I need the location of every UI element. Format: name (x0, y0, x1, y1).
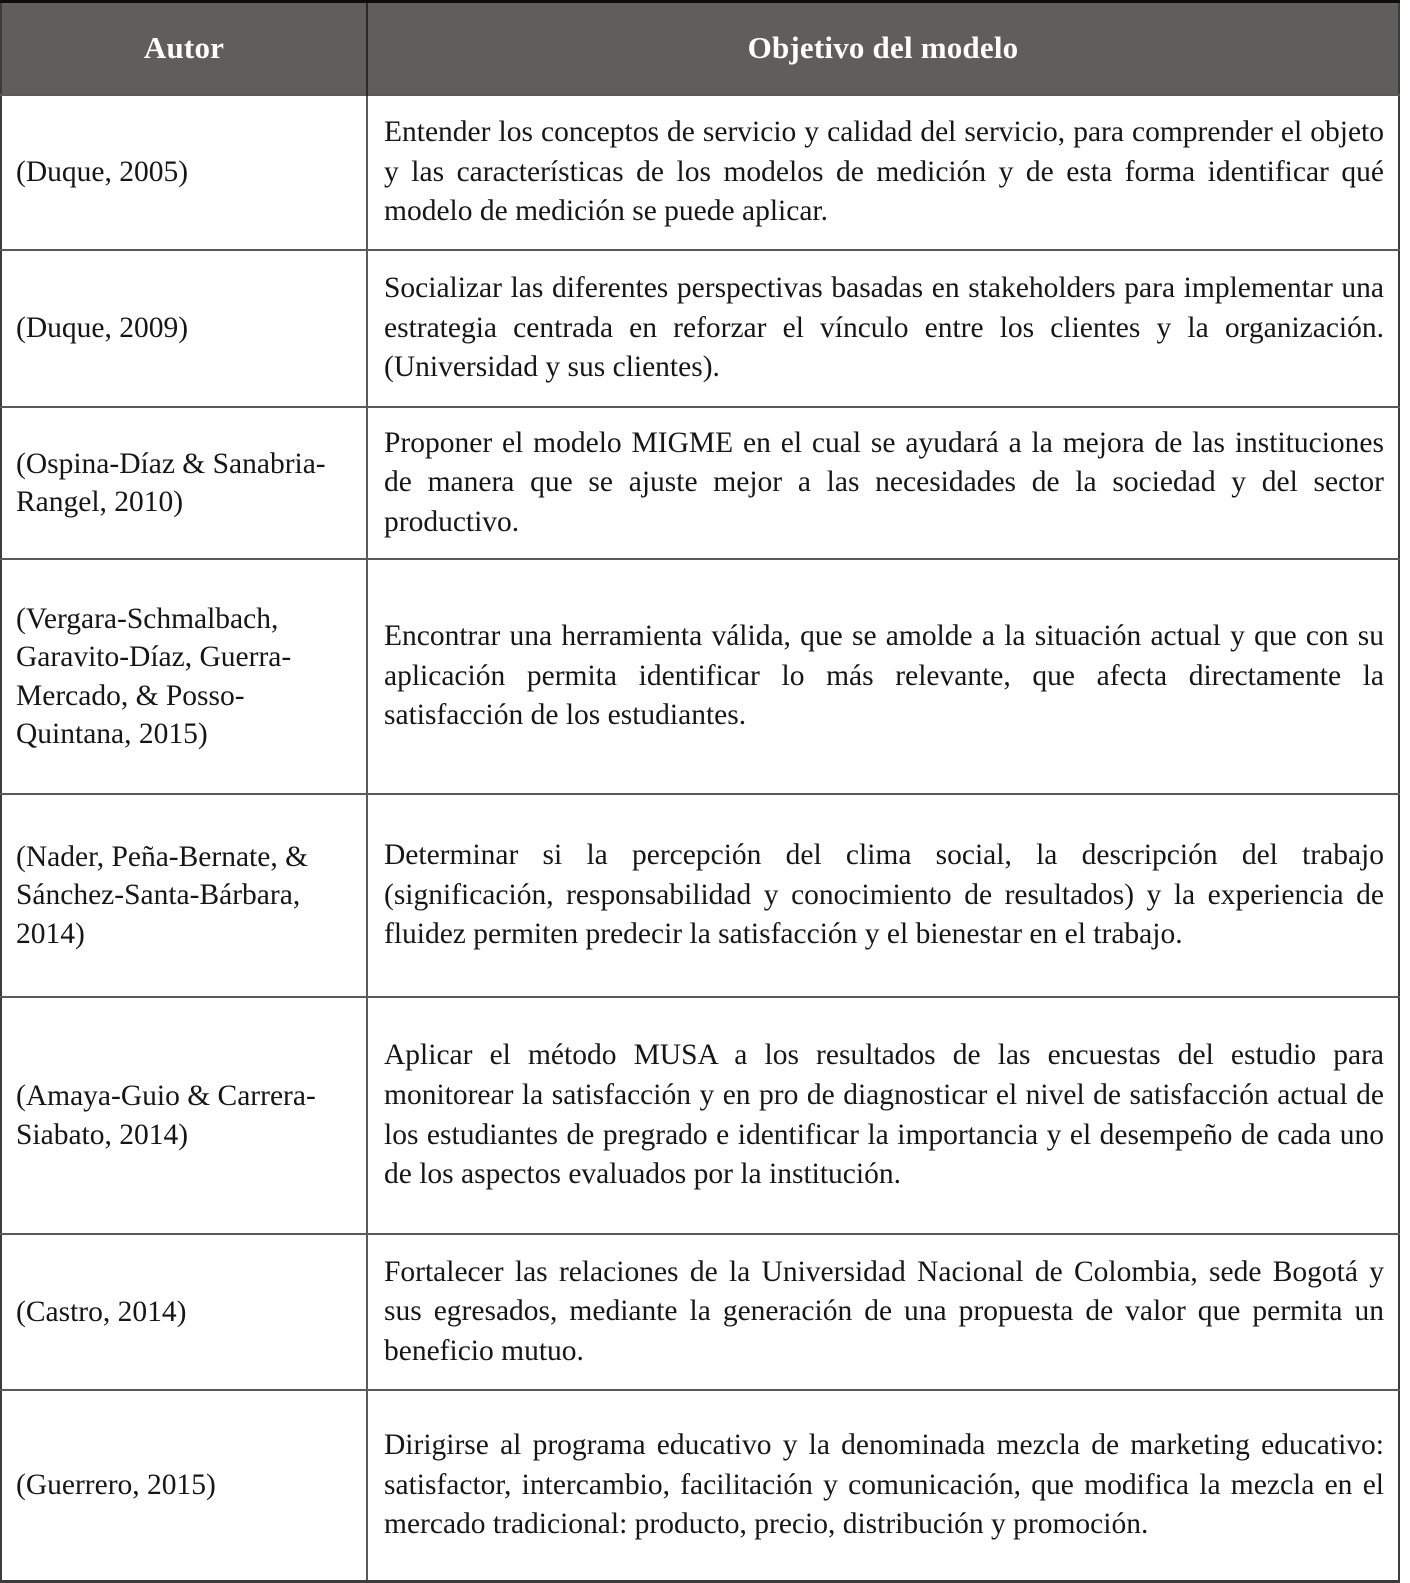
table-body (1, 95, 1399, 1582)
cell-author: (Ospina-Díaz & Sanabria-Rangel, 2010) (1, 407, 367, 559)
table-header-row (1, 2, 1399, 96)
cell-objective: Proponer el modelo MIGME en el cual se ayudará a la mejora de las instituciones de manera que se ajuste mejor a las necesidades de la sociedad y del sector productivo. (367, 407, 1399, 559)
cell-objective: Aplicar el método MUSA a los resultados de las encuestas del estudio para monitorear la satisfacción y en pro de diagnosticar el nivel de satisfacción actual de los estudiantes de pregrado e identificar la importancia y el desempeño de cada uno de los aspectos evaluados por la institución. (367, 997, 1399, 1234)
cell-author: (Guerrero, 2015) (1, 1390, 367, 1582)
cell-author: (Castro, 2014) (1, 1234, 367, 1390)
table-row (1, 1390, 1399, 1582)
cell-author: (Amaya-Guio & Carrera-Siabato, 2014) (1, 997, 367, 1234)
cell-objective: Dirigirse al programa educativo y la denominada mezcla de marketing educativo: satisfactor, intercambio, facilitación y comunicación, que modifica la mezcla en el mercado tradicional: producto, precio, distribución y promoción. (367, 1390, 1399, 1582)
column-header-objective: Objetivo del modelo (367, 2, 1399, 96)
cell-author: (Duque, 2009) (1, 250, 367, 407)
cell-author: (Nader, Peña-Bernate, & Sánchez-Santa-Bárbara, 2014) (1, 794, 367, 997)
cell-objective: Encontrar una herramienta válida, que se amolde a la situación actual y que con su aplicación permita identificar lo más relevante, que afecta directamente la satisfacción de los estudiantes. (367, 559, 1399, 794)
table-row (1, 250, 1399, 407)
column-header-author: Autor (1, 2, 367, 96)
table-row (1, 95, 1399, 250)
table-row (1, 997, 1399, 1234)
table-header (1, 2, 1399, 96)
cell-objective: Socializar las diferentes perspectivas basadas en stakeholders para implementar una estrategia centrada en reforzar el vínculo entre los clientes y la organización. (Universidad y sus clientes). (367, 250, 1399, 407)
table-row (1, 559, 1399, 794)
cell-author: (Duque, 2005) (1, 95, 367, 250)
table-row (1, 1234, 1399, 1390)
cell-objective: Entender los conceptos de servicio y calidad del servicio, para comprender el objeto y las características de los modelos de medición y de esta forma identificar qué modelo de medición se puede aplicar. (367, 95, 1399, 250)
table-row (1, 794, 1399, 997)
cell-author: (Vergara-Schmalbach, Garavito-Díaz, Guerra-Mercado, & Posso-Quintana, 2015) (1, 559, 367, 794)
table-row (1, 407, 1399, 559)
cell-objective: Fortalecer las relaciones de la Universidad Nacional de Colombia, sede Bogotá y sus egresados, mediante la generación de una propuesta de valor que permita un beneficio mutuo. (367, 1234, 1399, 1390)
cell-objective: Determinar si la percepción del clima social, la descripción del trabajo (significación, responsabilidad y conocimiento de resultados) y la experiencia de fluidez permiten predecir la satisfacción y el bienestar en el trabajo. (367, 794, 1399, 997)
